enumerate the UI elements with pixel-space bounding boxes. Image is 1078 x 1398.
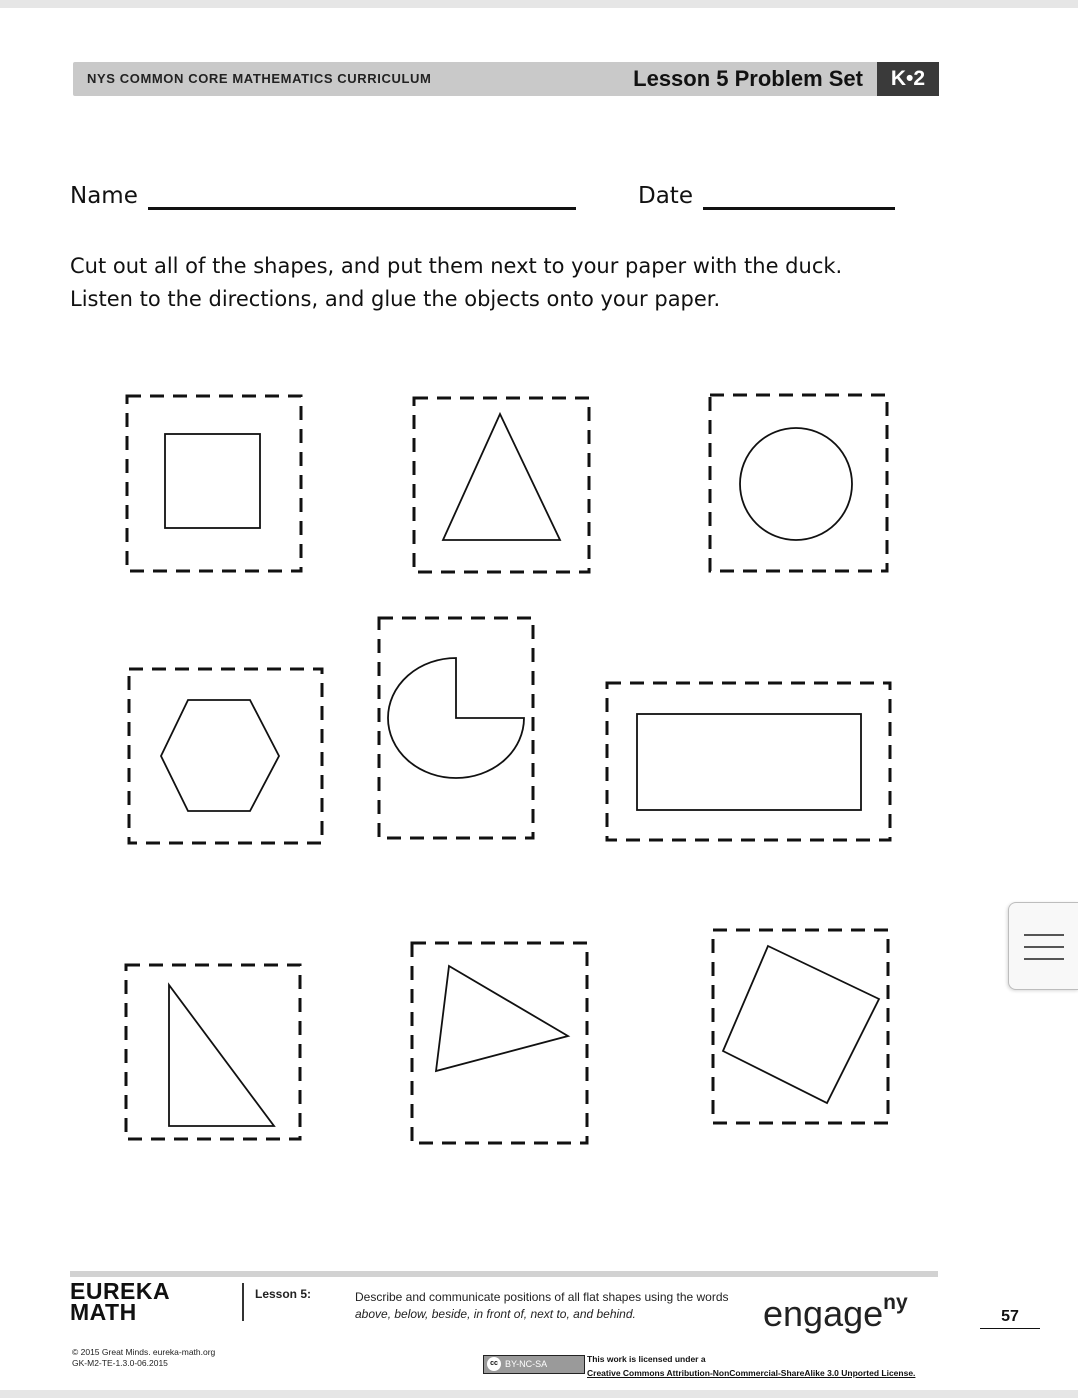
cut-border-partial-circle	[379, 618, 533, 838]
name-label: Name	[70, 183, 138, 209]
instruction-line-1: Cut out all of the shapes, and put them next to your paper with the duck.	[70, 254, 843, 278]
license-link[interactable]: Creative Commons Attribution-NonCommercial-ShareAlike 3.0 Unported License.	[587, 1368, 916, 1378]
cut-border-right-triangle	[126, 965, 300, 1139]
cut-border-triangle	[414, 398, 589, 572]
hexagon-shape	[161, 700, 279, 811]
cut-border-rotated-square	[713, 930, 888, 1123]
page-number: 57	[980, 1308, 1040, 1329]
rectangle-shape	[637, 714, 861, 810]
square-shape	[165, 434, 260, 528]
copyright-notice: © 2015 Great Minds. eureka-math.org GK-M2-TE-1.3.0-06.2015	[72, 1347, 216, 1368]
eureka-math-logo: EUREKA MATH	[70, 1278, 171, 1325]
cut-border-triangle-2	[412, 943, 587, 1143]
curriculum-title: NYS COMMON CORE MATHEMATICS CURRICULUM	[87, 71, 432, 86]
footer-rule	[70, 1271, 938, 1277]
engageny-logo: engage$^{ny}$	[763, 1291, 908, 1334]
side-menu-button[interactable]	[1008, 902, 1078, 990]
circle-shape	[740, 428, 852, 540]
scalene-triangle-shape	[436, 966, 568, 1071]
instruction-line-2: Listen to the directions, and glue the objects onto your paper.	[70, 287, 721, 311]
cc-icon: cc	[487, 1357, 501, 1371]
footer-divider	[242, 1283, 244, 1321]
date-label: Date	[638, 183, 693, 209]
bottom-edge-strip	[0, 1390, 1078, 1398]
lesson-title: Lesson 5 Problem Set	[633, 66, 863, 91]
right-triangle-shape	[169, 985, 274, 1126]
partial-circle-shape	[388, 658, 524, 778]
license-text: This work is licensed under a	[587, 1354, 706, 1364]
rotated-square-shape	[723, 946, 879, 1103]
hamburger-menu-icon	[1024, 934, 1064, 936]
footer-description-line-2: above, below, beside, in front of, next to, and behind.	[355, 1307, 636, 1321]
cut-border-hexagon	[129, 669, 322, 843]
grade-module-badge: K•2	[877, 62, 939, 96]
triangle-shape	[443, 414, 560, 540]
cut-border-square	[127, 396, 301, 571]
cut-border-rectangle	[607, 683, 890, 840]
footer-lesson-label: Lesson 5:	[255, 1287, 312, 1301]
cut-border-circle	[710, 395, 887, 571]
footer-description-line-1: Describe and communicate positions of all flat shapes using the words	[355, 1290, 729, 1304]
creative-commons-badge: cc BY-NC-SA	[483, 1355, 585, 1374]
